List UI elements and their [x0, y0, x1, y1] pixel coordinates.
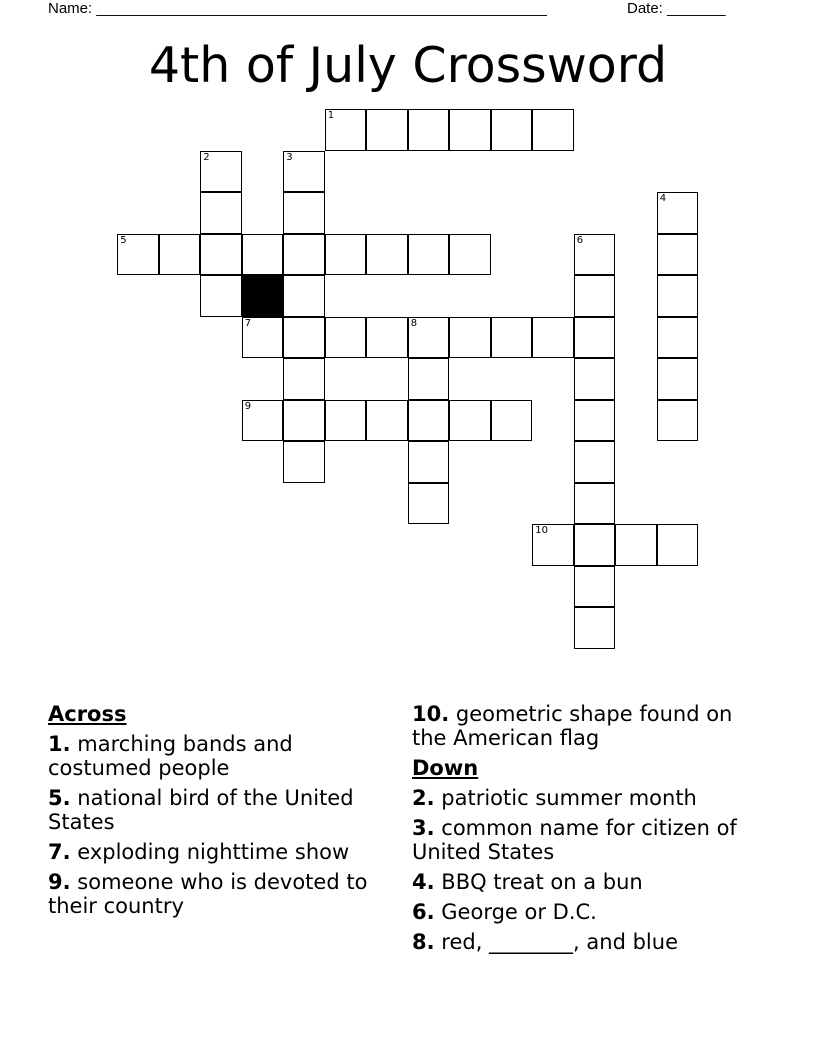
clue-number: 8. — [412, 930, 435, 954]
clue-number-label: 6 — [576, 234, 584, 246]
crossword-cell[interactable] — [449, 317, 491, 359]
crossword-cell[interactable] — [283, 400, 325, 442]
clue-across-10 — [412, 702, 757, 750]
crossword-cell[interactable] — [408, 317, 450, 359]
crossword-cell[interactable] — [449, 109, 491, 151]
page-title: 4th of July Crossword — [148, 37, 668, 94]
clue-text: someone who is devoted to their country — [48, 870, 368, 918]
crossword-cell[interactable] — [449, 400, 491, 442]
crossword-cell[interactable] — [657, 192, 699, 234]
crossword-cell[interactable] — [200, 234, 242, 276]
clue-number-label: 7 — [244, 317, 252, 329]
crossword-cell[interactable] — [491, 317, 533, 359]
clue-down-3 — [412, 816, 757, 864]
crossword-cell[interactable] — [657, 275, 699, 317]
crossword-cell[interactable] — [657, 234, 699, 276]
crossword-cell[interactable] — [574, 441, 616, 483]
crossword-cell[interactable] — [366, 400, 408, 442]
crossword-cell[interactable] — [159, 234, 201, 276]
crossword-cell[interactable] — [408, 109, 450, 151]
clue-text: common name for citizen of United States — [412, 816, 737, 864]
crossword-cell[interactable] — [408, 441, 450, 483]
crossword-cell[interactable] — [574, 358, 616, 400]
clue-across-5 — [48, 786, 388, 834]
crossword-cell[interactable] — [283, 151, 325, 193]
crossword-cell[interactable] — [283, 358, 325, 400]
clue-text: BBQ treat on a bun — [441, 870, 643, 894]
crossword-cell[interactable] — [283, 317, 325, 359]
crossword-cell[interactable] — [574, 234, 616, 276]
crossword-cell[interactable] — [574, 607, 616, 649]
crossword-cell[interactable] — [449, 234, 491, 276]
crossword-cell[interactable] — [283, 441, 325, 483]
crossword-cell[interactable] — [657, 358, 699, 400]
clue-number: 2. — [412, 786, 435, 810]
clue-across-1 — [48, 732, 388, 780]
crossword-cell[interactable] — [657, 400, 699, 442]
crossword-cell[interactable] — [615, 524, 657, 566]
crossword-cell[interactable] — [283, 192, 325, 234]
clue-down-4 — [412, 870, 757, 894]
crossword-cell[interactable] — [408, 234, 450, 276]
clue-number-label: 2 — [203, 151, 210, 163]
clue-number-label: 1 — [327, 110, 335, 122]
crossword-cell[interactable] — [574, 400, 616, 442]
crossword-cell[interactable] — [283, 234, 325, 276]
clue-text: national bird of the United States — [48, 786, 354, 834]
crossword-cell[interactable] — [574, 317, 616, 359]
black-square — [242, 275, 284, 317]
crossword-cell[interactable] — [325, 234, 367, 276]
crossword-cell[interactable] — [657, 524, 699, 566]
clue-down-8 — [412, 930, 757, 954]
crossword-cell[interactable] — [408, 483, 450, 525]
clue-text: patriotic summer month — [441, 786, 697, 810]
crossword-cell[interactable] — [242, 400, 284, 442]
crossword-cell[interactable] — [242, 317, 284, 359]
clue-number: 5. — [48, 786, 71, 810]
crossword-cell[interactable] — [574, 275, 616, 317]
crossword-cell[interactable] — [491, 400, 533, 442]
crossword-cell[interactable] — [366, 234, 408, 276]
crossword-cell[interactable] — [325, 400, 367, 442]
crossword-cell[interactable] — [574, 524, 616, 566]
crossword-cell[interactable] — [200, 192, 242, 234]
clue-number: 3. — [412, 816, 435, 840]
crossword-cell[interactable] — [408, 358, 450, 400]
clue-number-label: 8 — [410, 317, 418, 329]
clue-number-label: 5 — [120, 234, 127, 246]
clue-number: 7. — [48, 840, 71, 864]
clue-text: marching bands and costumed people — [48, 732, 293, 780]
clue-down-2 — [412, 786, 757, 810]
crossword-cell[interactable] — [532, 109, 574, 151]
clues-column-right — [412, 702, 757, 960]
crossword-cell[interactable] — [574, 566, 616, 608]
clue-number: 6. — [412, 900, 435, 924]
clue-number: 10. — [412, 702, 450, 726]
clue-text: George or D.C. — [441, 900, 597, 924]
crossword-cell[interactable] — [574, 483, 616, 525]
crossword-cell[interactable] — [657, 317, 699, 359]
clue-text: red, ________, and blue — [441, 930, 678, 954]
crossword-cell[interactable] — [366, 317, 408, 359]
crossword-cell[interactable] — [325, 109, 367, 151]
crossword-cell[interactable] — [366, 109, 408, 151]
crossword-cell[interactable] — [532, 524, 574, 566]
clue-number-label: 9 — [244, 400, 252, 412]
crossword-cell[interactable] — [283, 275, 325, 317]
clue-number: 4. — [412, 870, 435, 894]
down-heading: Down — [412, 756, 479, 780]
clue-number: 1. — [48, 732, 71, 756]
clue-across-7 — [48, 840, 388, 864]
clue-down-6 — [412, 900, 757, 924]
name-field-label: Name: ______________________________________________________ — [48, 0, 547, 17]
clue-number-label: 10 — [535, 525, 548, 537]
crossword-cell[interactable] — [117, 234, 159, 276]
clue-number: 9. — [48, 870, 71, 894]
crossword-cell[interactable] — [491, 109, 533, 151]
crossword-cell[interactable] — [408, 400, 450, 442]
date-field-label: Date: _______ — [627, 0, 726, 17]
crossword-cell[interactable] — [325, 317, 367, 359]
clue-text: geometric shape found on the American flag — [412, 702, 733, 750]
crossword-cell[interactable] — [532, 317, 574, 359]
clues-column-left — [48, 702, 388, 924]
crossword-cell[interactable] — [200, 275, 242, 317]
crossword-cell[interactable] — [242, 234, 284, 276]
clue-number-label: 3 — [286, 151, 293, 163]
across-heading: Across — [48, 702, 127, 726]
crossword-cell[interactable] — [200, 151, 242, 193]
clue-text: exploding nighttime show — [77, 840, 350, 864]
clue-number-label: 4 — [659, 193, 667, 205]
clue-across-9 — [48, 870, 388, 918]
